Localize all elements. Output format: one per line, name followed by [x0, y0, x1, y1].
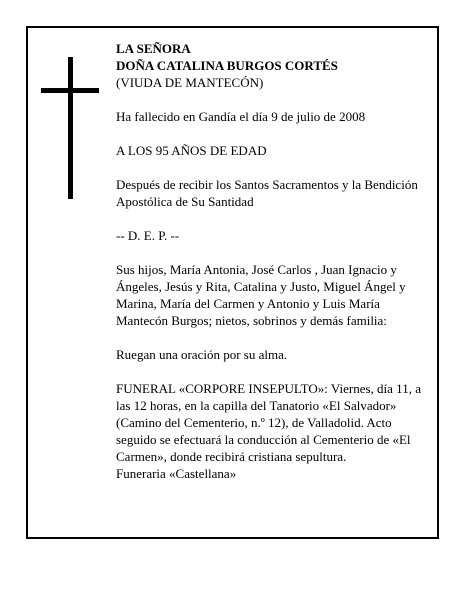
title-line: LA SEÑORA	[116, 41, 191, 56]
death-line: Ha fallecido en Gandía el día 9 de julio de 2008	[116, 109, 366, 124]
family-paragraph: Sus hijos, María Antonia, José Carlos , Juan Ignacio y Ángeles, Jesús y Rita, Catalina y Justo, Miguel Ángel y Marina, María del Carmen y Antonio y Luis María Mantecón Burgos; nietos, sobrinos y demás familia:	[116, 262, 406, 328]
deceased-name: DOÑA CATALINA BURGOS CORTÉS	[116, 58, 338, 73]
prayer-line: Ruegan una oración por su alma.	[116, 347, 288, 362]
sacraments-paragraph: Después de recibir los Santos Sacramentos y la Bendición Apostólica de Su Santidad	[116, 177, 418, 209]
widow-line: (VIUDA DE MANTECÓN)	[116, 75, 264, 90]
age-line: A LOS 95 AÑOS DE EDAD	[116, 143, 267, 158]
rip-line: -- D. E. P. --	[116, 228, 180, 243]
obituary-notice	[26, 26, 439, 539]
cross-horizontal-bar	[41, 88, 99, 93]
obituary-text	[116, 40, 434, 482]
funeral-home-line: Funeraria «Castellana»	[116, 466, 237, 481]
deceased-header	[116, 40, 434, 91]
funeral-paragraph: FUNERAL «CORPORE INSEPULTO»: Viernes, día 11, a las 12 horas, en la capilla del Tanatorio «El Salvador» (Camino del Cementerio, n.º 12), de Valladolid. Acto seguido se efectuará la conducción al Cementerio de «El Carmen», donde recibirá cristiana sepultura.	[116, 381, 421, 464]
cross-vertical-bar	[68, 57, 73, 199]
